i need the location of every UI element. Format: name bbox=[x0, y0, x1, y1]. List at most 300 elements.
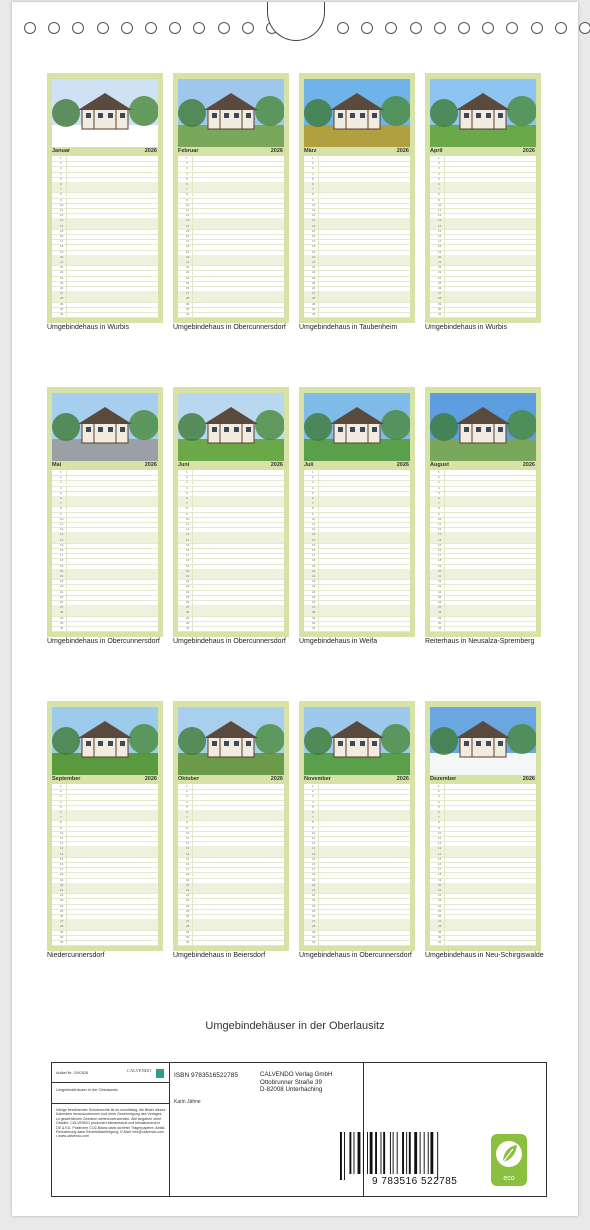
day-number: 28 bbox=[60, 924, 64, 929]
day-number: 9 bbox=[60, 197, 62, 202]
day-number: 11 bbox=[312, 522, 316, 526]
day-number: 13 bbox=[438, 846, 442, 851]
day-number: 3 bbox=[186, 480, 188, 485]
day-number: 24 bbox=[60, 589, 64, 594]
day-number: 22 bbox=[186, 579, 190, 584]
day-number: 1 bbox=[186, 784, 188, 788]
day-number: 16 bbox=[312, 862, 316, 866]
binding-ring bbox=[169, 22, 181, 34]
day-row bbox=[178, 940, 284, 946]
day-number: 13 bbox=[312, 532, 316, 537]
day-number: 12 bbox=[312, 527, 316, 532]
day-number: 12 bbox=[186, 841, 190, 846]
photo-caption: Niedercunnersdorf bbox=[47, 952, 105, 959]
day-number: 3 bbox=[312, 166, 314, 171]
day-number: 16 bbox=[438, 862, 442, 866]
publisher-line: CALVENDO Verlag GmbH bbox=[260, 1071, 333, 1078]
day-number: 18 bbox=[438, 872, 442, 877]
month-header bbox=[178, 461, 284, 469]
day-row bbox=[178, 312, 284, 318]
day-number: 11 bbox=[438, 522, 442, 526]
month-year: 2026 bbox=[144, 776, 157, 782]
day-number: 18 bbox=[186, 872, 190, 877]
day-writing-column bbox=[444, 626, 537, 631]
day-number: 31 bbox=[186, 940, 190, 944]
day-number: 17 bbox=[312, 867, 316, 872]
month-year: 2026 bbox=[396, 148, 409, 154]
month-photo bbox=[304, 707, 410, 775]
day-number: 21 bbox=[438, 260, 442, 264]
day-number: 26 bbox=[312, 600, 316, 604]
day-number: 29 bbox=[186, 929, 190, 934]
day-number: 13 bbox=[438, 532, 442, 537]
day-number: 30 bbox=[438, 620, 442, 625]
day-number: 29 bbox=[60, 929, 64, 934]
day-number: 28 bbox=[186, 296, 190, 301]
day-number: 5 bbox=[186, 804, 188, 809]
day-number: 10 bbox=[312, 516, 316, 521]
day-number: 1 bbox=[60, 156, 62, 160]
day-number: 6 bbox=[60, 182, 62, 186]
binding-ring bbox=[531, 22, 543, 34]
day-writing-column bbox=[66, 940, 159, 945]
day-number: 9 bbox=[438, 511, 440, 516]
day-number: 11 bbox=[186, 836, 190, 840]
day-number: 30 bbox=[60, 306, 64, 311]
day-number: 20 bbox=[438, 882, 442, 887]
month-header bbox=[52, 775, 158, 783]
day-number: 3 bbox=[438, 166, 440, 171]
day-number: 21 bbox=[60, 574, 64, 578]
day-number: 23 bbox=[60, 584, 64, 589]
day-number: 18 bbox=[438, 558, 442, 563]
day-number: 30 bbox=[186, 620, 190, 625]
day-number: 21 bbox=[438, 574, 442, 578]
day-grid bbox=[178, 470, 284, 632]
day-row bbox=[430, 312, 536, 318]
month-photo bbox=[52, 393, 158, 461]
day-number: 13 bbox=[312, 846, 316, 851]
day-number: 28 bbox=[312, 296, 316, 301]
day-grid bbox=[430, 784, 536, 946]
day-number: 10 bbox=[438, 830, 442, 835]
day-number: 6 bbox=[186, 182, 188, 186]
day-number: 5 bbox=[60, 176, 62, 181]
day-number: 30 bbox=[312, 306, 316, 311]
binding-ring bbox=[97, 22, 109, 34]
day-row bbox=[304, 626, 410, 632]
day-number: 26 bbox=[312, 914, 316, 918]
day-number: 31 bbox=[438, 626, 442, 630]
day-number: 23 bbox=[312, 898, 316, 903]
month-header bbox=[430, 461, 536, 469]
day-number: 16 bbox=[438, 548, 442, 552]
day-number: 17 bbox=[438, 867, 442, 872]
day-number: 1 bbox=[186, 470, 188, 474]
day-number: 2 bbox=[60, 789, 62, 794]
month-header bbox=[52, 147, 158, 155]
product-footer bbox=[51, 1062, 547, 1197]
day-number: 17 bbox=[186, 239, 190, 244]
month-year: 2026 bbox=[270, 148, 283, 154]
day-number: 6 bbox=[60, 810, 62, 814]
photo-caption: Umgebindehaus in Obercunnersdorf bbox=[299, 952, 412, 959]
day-number: 22 bbox=[312, 579, 316, 584]
day-number: 19 bbox=[60, 877, 64, 882]
day-number: 20 bbox=[60, 254, 64, 259]
day-number: 1 bbox=[60, 470, 62, 474]
day-number: 6 bbox=[438, 810, 440, 814]
day-number: 19 bbox=[186, 563, 190, 568]
day-number: 3 bbox=[60, 166, 62, 171]
day-number: 13 bbox=[186, 218, 190, 223]
day-number: 28 bbox=[60, 610, 64, 615]
day-number: 6 bbox=[186, 810, 188, 814]
day-number: 27 bbox=[312, 291, 316, 296]
day-grid bbox=[430, 156, 536, 318]
day-number: 1 bbox=[312, 470, 314, 474]
day-number: 30 bbox=[312, 620, 316, 625]
eco-badge bbox=[491, 1134, 527, 1186]
day-number: 17 bbox=[60, 239, 64, 244]
day-number: 8 bbox=[438, 820, 440, 825]
photo-caption: Umgebindehaus in Taubenheim bbox=[299, 324, 398, 331]
day-number: 30 bbox=[60, 620, 64, 625]
photo-caption: Umgebindehaus in Wurbis bbox=[47, 324, 129, 331]
photo-caption: Umgebindehaus in Obercunnersdorf bbox=[47, 638, 160, 645]
day-number: 16 bbox=[312, 548, 316, 552]
day-number: 15 bbox=[186, 542, 190, 547]
day-number: 26 bbox=[186, 914, 190, 918]
photo-caption: Reiterhaus in Neusalza-Spremberg bbox=[425, 638, 535, 645]
day-number: 10 bbox=[186, 830, 190, 835]
day-number: 20 bbox=[312, 568, 316, 573]
day-number: 27 bbox=[60, 291, 64, 296]
month-photo bbox=[304, 79, 410, 147]
day-number: 4 bbox=[438, 171, 440, 176]
day-number: 20 bbox=[60, 882, 64, 887]
day-grid bbox=[304, 470, 410, 632]
day-number: 1 bbox=[312, 784, 314, 788]
day-number: 28 bbox=[312, 924, 316, 929]
month-photo bbox=[52, 79, 158, 147]
day-number: 9 bbox=[60, 825, 62, 830]
day-number: 14 bbox=[312, 851, 316, 856]
day-number: 5 bbox=[312, 490, 314, 495]
day-number: 9 bbox=[312, 197, 314, 202]
day-writing-column bbox=[192, 312, 285, 317]
day-number: 24 bbox=[312, 589, 316, 594]
day-number: 29 bbox=[438, 615, 442, 620]
photo-caption: Umgebindehaus in Obercunnersdorf bbox=[173, 324, 286, 331]
day-number: 26 bbox=[312, 286, 316, 290]
day-number: 11 bbox=[60, 522, 64, 526]
month-name: Juli bbox=[304, 462, 314, 468]
day-number: 21 bbox=[60, 888, 64, 892]
day-number: 10 bbox=[60, 516, 64, 521]
day-number: 22 bbox=[438, 579, 442, 584]
day-number: 21 bbox=[312, 574, 316, 578]
day-grid bbox=[430, 470, 536, 632]
day-number: 15 bbox=[438, 856, 442, 861]
day-number: 23 bbox=[438, 584, 442, 589]
day-number: 19 bbox=[438, 563, 442, 568]
day-number: 20 bbox=[186, 882, 190, 887]
day-number: 25 bbox=[438, 280, 442, 285]
day-number: 24 bbox=[186, 903, 190, 908]
day-number: 28 bbox=[438, 610, 442, 615]
day-number: 22 bbox=[312, 893, 316, 898]
binding-ring bbox=[506, 22, 518, 34]
day-number: 25 bbox=[438, 908, 442, 913]
day-number: 22 bbox=[312, 265, 316, 270]
day-writing-column bbox=[444, 312, 537, 317]
day-number: 18 bbox=[438, 244, 442, 249]
day-row bbox=[52, 626, 158, 632]
day-number: 23 bbox=[438, 270, 442, 275]
day-number: 13 bbox=[186, 846, 190, 851]
day-number: 3 bbox=[186, 794, 188, 799]
day-grid bbox=[52, 156, 158, 318]
leaf-icon bbox=[491, 1134, 527, 1174]
day-number: 23 bbox=[438, 898, 442, 903]
publisher-address bbox=[260, 1071, 332, 1094]
binding-ring bbox=[121, 22, 133, 34]
day-number: 3 bbox=[438, 794, 440, 799]
binding-ring bbox=[337, 22, 349, 34]
day-number: 30 bbox=[438, 934, 442, 939]
month-header bbox=[430, 775, 536, 783]
month-name: August bbox=[430, 462, 449, 468]
day-number: 11 bbox=[186, 208, 190, 212]
day-number: 26 bbox=[60, 914, 64, 918]
day-number: 19 bbox=[438, 249, 442, 254]
day-number: 13 bbox=[438, 218, 442, 223]
day-number: 23 bbox=[186, 898, 190, 903]
day-number: 21 bbox=[312, 888, 316, 892]
month-photo bbox=[430, 79, 536, 147]
day-number: 17 bbox=[60, 867, 64, 872]
day-number: 8 bbox=[438, 506, 440, 511]
day-number: 11 bbox=[312, 208, 316, 212]
day-number: 14 bbox=[186, 537, 190, 542]
month-photo bbox=[178, 393, 284, 461]
day-number: 29 bbox=[312, 929, 316, 934]
day-number: 17 bbox=[312, 239, 316, 244]
month-year: 2026 bbox=[522, 148, 535, 154]
day-number: 22 bbox=[186, 893, 190, 898]
day-number: 19 bbox=[312, 563, 316, 568]
day-number: 25 bbox=[312, 280, 316, 285]
day-number: 13 bbox=[186, 532, 190, 537]
day-writing-column bbox=[66, 626, 159, 631]
day-number: 28 bbox=[186, 924, 190, 929]
day-number: 9 bbox=[186, 511, 188, 516]
month-name: November bbox=[304, 776, 331, 782]
day-number: 21 bbox=[186, 260, 190, 264]
day-number: 8 bbox=[438, 192, 440, 197]
month-photo bbox=[430, 707, 536, 775]
day-number: 12 bbox=[438, 841, 442, 846]
day-number: 10 bbox=[438, 202, 442, 207]
day-number: 3 bbox=[186, 166, 188, 171]
day-number: 1 bbox=[186, 156, 188, 160]
day-number: 21 bbox=[60, 260, 64, 264]
day-number: 29 bbox=[186, 301, 190, 306]
month-year: 2026 bbox=[144, 148, 157, 154]
binding-ring bbox=[434, 22, 446, 34]
day-number: 14 bbox=[312, 223, 316, 228]
day-row bbox=[178, 626, 284, 632]
day-number: 24 bbox=[438, 903, 442, 908]
article-number: Artikel Nr. 2097626 bbox=[56, 1071, 89, 1075]
day-grid bbox=[178, 784, 284, 946]
day-number: 26 bbox=[60, 600, 64, 604]
day-grid bbox=[52, 784, 158, 946]
day-number: 8 bbox=[312, 820, 314, 825]
day-number: 2 bbox=[438, 475, 440, 480]
day-number: 27 bbox=[60, 605, 64, 610]
day-number: 31 bbox=[60, 940, 64, 944]
month-header bbox=[178, 775, 284, 783]
day-number: 11 bbox=[60, 836, 64, 840]
day-number: 15 bbox=[312, 228, 316, 233]
day-number: 14 bbox=[186, 223, 190, 228]
day-number: 19 bbox=[312, 249, 316, 254]
day-number: 31 bbox=[60, 626, 64, 630]
binding-ring bbox=[145, 22, 157, 34]
photo-caption: Umgebindehaus in Beiersdorf bbox=[173, 952, 266, 959]
day-number: 21 bbox=[186, 574, 190, 578]
day-number: 7 bbox=[60, 187, 62, 192]
photo-caption: Umgebindehaus in Obercunnersdorf bbox=[173, 638, 286, 645]
binding-ring bbox=[458, 22, 470, 34]
day-number: 6 bbox=[60, 496, 62, 500]
footer-divider bbox=[52, 1103, 169, 1104]
eco-label: eco bbox=[503, 1175, 515, 1182]
day-number: 4 bbox=[186, 799, 188, 804]
day-number: 16 bbox=[60, 234, 64, 238]
month-year: 2026 bbox=[144, 462, 157, 468]
day-number: 5 bbox=[438, 490, 440, 495]
day-number: 6 bbox=[312, 810, 314, 814]
day-row bbox=[304, 312, 410, 318]
day-number: 14 bbox=[438, 537, 442, 542]
legal-notice: Infolge bestehender Schutzrechte ist es unzulässig, die Bilder dieses Kalenders herauszutrennen und ohne Genehmigung des Verlages zu gewerblichen Zwecken weiterzuverwenden. Alle Angaben ohne Gewähr. CALVENDO produziert klimaneutral und klimakneutral in DE & EU. Positivere CO2-Bilanz dank sicherer Trägerpapiere. Abfall-Reduzierung dank Einzelstückfertigung. E-Mail: info@calvendo.com • www.calvendo.com bbox=[56, 1108, 166, 1139]
day-number: 15 bbox=[438, 542, 442, 547]
day-number: 25 bbox=[312, 594, 316, 599]
day-number: 7 bbox=[60, 815, 62, 820]
day-number: 1 bbox=[60, 784, 62, 788]
day-number: 9 bbox=[438, 825, 440, 830]
day-number: 8 bbox=[60, 192, 62, 197]
binding-ring bbox=[242, 22, 254, 34]
calvendo-badge-icon bbox=[156, 1069, 164, 1078]
day-number: 10 bbox=[438, 516, 442, 521]
day-writing-column bbox=[318, 626, 411, 631]
day-number: 5 bbox=[186, 490, 188, 495]
day-number: 3 bbox=[60, 794, 62, 799]
month-photo bbox=[304, 393, 410, 461]
day-number: 2 bbox=[186, 475, 188, 480]
day-number: 4 bbox=[186, 485, 188, 490]
day-number: 8 bbox=[186, 820, 188, 825]
day-number: 16 bbox=[186, 548, 190, 552]
day-number: 24 bbox=[60, 903, 64, 908]
day-number: 28 bbox=[438, 296, 442, 301]
day-number: 28 bbox=[312, 610, 316, 615]
day-number: 9 bbox=[312, 825, 314, 830]
day-number: 17 bbox=[438, 553, 442, 558]
day-number: 28 bbox=[438, 924, 442, 929]
day-number: 7 bbox=[186, 815, 188, 820]
publisher-line: Ottobrunner Straße 39 bbox=[260, 1078, 322, 1086]
day-number: 29 bbox=[438, 929, 442, 934]
day-number: 24 bbox=[186, 275, 190, 280]
day-number: 10 bbox=[186, 202, 190, 207]
day-row bbox=[430, 626, 536, 632]
day-number: 27 bbox=[186, 291, 190, 296]
day-number: 23 bbox=[186, 270, 190, 275]
day-number: 2 bbox=[186, 161, 188, 166]
binding-ring bbox=[48, 22, 60, 34]
day-number: 2 bbox=[312, 789, 314, 794]
day-number: 23 bbox=[312, 584, 316, 589]
day-number: 22 bbox=[186, 265, 190, 270]
day-number: 31 bbox=[312, 626, 316, 630]
day-number: 16 bbox=[438, 234, 442, 238]
day-number: 19 bbox=[60, 563, 64, 568]
calendar-title: Umgebindehäuser in der Oberlausitz bbox=[205, 1020, 385, 1032]
day-writing-column bbox=[318, 312, 411, 317]
day-number: 4 bbox=[438, 799, 440, 804]
day-number: 18 bbox=[60, 872, 64, 877]
day-number: 16 bbox=[60, 548, 64, 552]
day-number: 21 bbox=[312, 260, 316, 264]
day-number: 4 bbox=[312, 799, 314, 804]
day-number: 27 bbox=[438, 605, 442, 610]
day-number: 31 bbox=[186, 312, 190, 316]
day-writing-column bbox=[192, 626, 285, 631]
day-number: 28 bbox=[186, 610, 190, 615]
photo-caption: Umgebindehaus in Weifa bbox=[299, 638, 378, 645]
day-number: 16 bbox=[312, 234, 316, 238]
day-number: 5 bbox=[312, 176, 314, 181]
day-number: 25 bbox=[186, 908, 190, 913]
month-name: Februar bbox=[178, 148, 199, 154]
day-number: 31 bbox=[438, 312, 442, 316]
binding-ring bbox=[24, 22, 36, 34]
day-row bbox=[430, 940, 536, 946]
day-writing-column bbox=[318, 940, 411, 945]
day-number: 24 bbox=[312, 903, 316, 908]
day-number: 11 bbox=[312, 836, 316, 840]
day-number: 21 bbox=[438, 888, 442, 892]
day-number: 24 bbox=[312, 275, 316, 280]
day-number: 26 bbox=[186, 286, 190, 290]
day-number: 1 bbox=[438, 156, 440, 160]
day-number: 18 bbox=[60, 244, 64, 249]
day-number: 24 bbox=[186, 589, 190, 594]
calvendo-logo: CALVENDO bbox=[127, 1068, 152, 1073]
day-number: 4 bbox=[186, 171, 188, 176]
day-number: 6 bbox=[312, 496, 314, 500]
day-number: 2 bbox=[60, 161, 62, 166]
day-number: 10 bbox=[312, 202, 316, 207]
day-number: 31 bbox=[312, 312, 316, 316]
day-number: 20 bbox=[186, 254, 190, 259]
day-number: 22 bbox=[60, 893, 64, 898]
